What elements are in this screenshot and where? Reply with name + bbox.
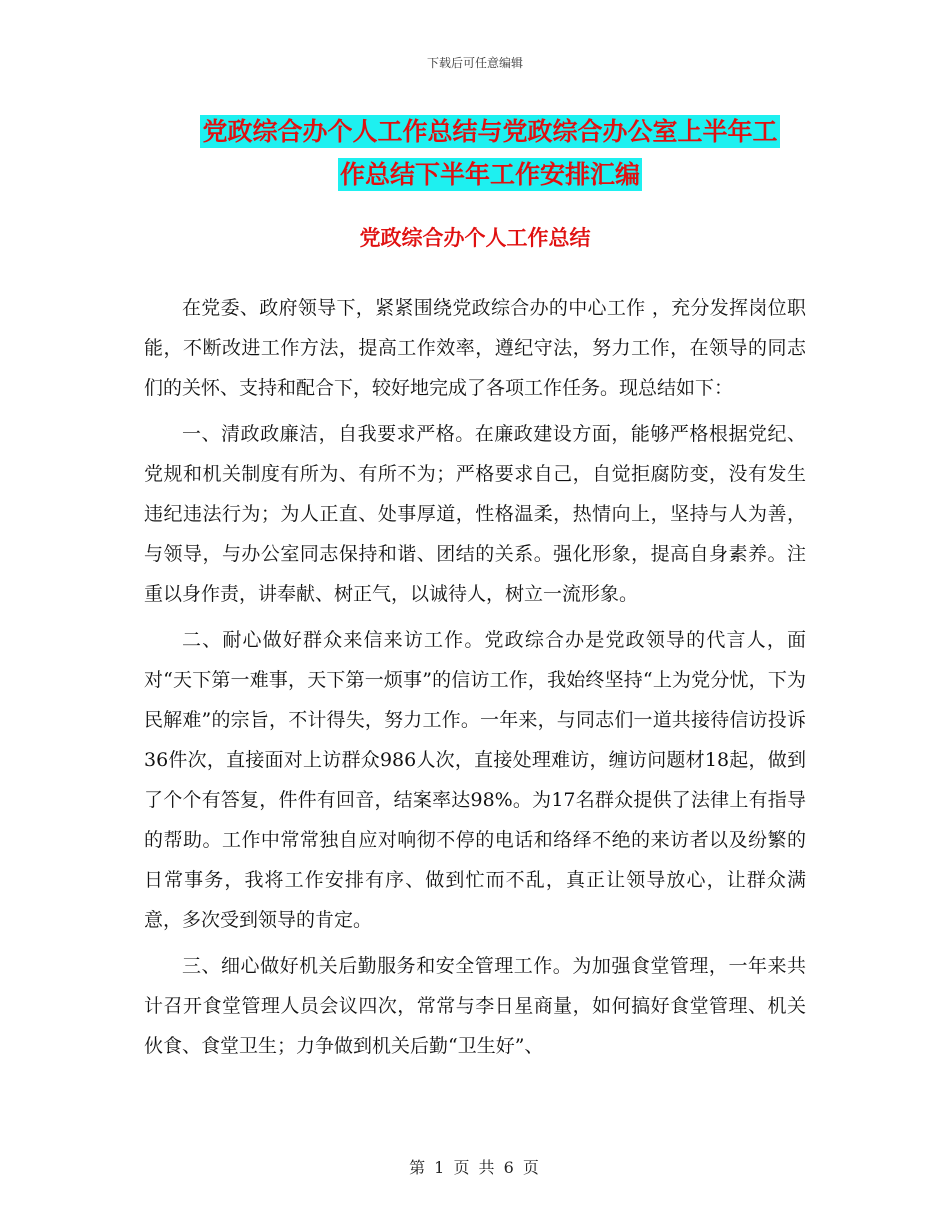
section-title: 党政综合办个人工作总结 — [359, 226, 591, 250]
paragraph-point-2: 二、耐心做好群众来信来访工作。党政综合办是党政领导的代言人，面对“天下第一难事，天下第一烦事”的信访工作，我始终坚持“上为党分忧，下为民解难”的宗旨，不计得失，努力工作。一年来，与同志们一道共接待信访投诉36件次，直接面对上访群众986人次，直接处理难访，缠访问题材18起，做到了个个有答复，件件有回音，结案率达98%。为17名群众提供了法律上有指导的帮助。工作中常常独自应对响彻不停的电话和络绎不绝的来访者以及纷繁的日常事务，我将工作安排有序、做到忙而不乱，真正让领导放心，让群众满意，多次受到领导的肯定。 — [144, 629, 806, 931]
paragraph-intro: 在党委、政府领导下，紧紧围绕党政综合办的中心工作 ，充分发挥岗位职能，不断改进工作方法，提高工作效率，遵纪守法，努力工作，在领导的同志们的关怀、支持和配合下，较好地完成了各项工作任务。现总结如下： — [144, 297, 806, 399]
page-footer: 第 1 页 共 6 页 — [409, 1158, 541, 1177]
header-note: 下载后可任意编辑 — [426, 56, 523, 70]
document-title-line1: 党政综合办个人工作总结与党政综合办公室上半年工 — [202, 117, 778, 146]
paragraph-point-1: 一、清政政廉洁，自我要求严格。在廉政建设方面，能够严格根据党纪、党规和机关制度有所为、有所不为；严格要求自己，自觉拒腐防变，没有发生违纪违法行为；为人正直、处事厚道，性格温柔，热情向上，坚持与人为善，与领导，与办公室同志保持和谐、团结的关系。强化形象，提高自身素养。注重以身作责，讲奉献、树正气，以诚待人，树立一流形象。 — [144, 423, 806, 605]
document-title — [150, 110, 830, 196]
paragraph-point-3: 三、细心做好机关后勤服务和安全管理工作。为加强食堂管理，一年来共计召开食堂管理人员会议四次，常常与李日星商量，如何搞好食堂管理、机关伙食、食堂卫生；力争做到机关后勤“卫生好”、 — [144, 955, 806, 1057]
document-title-line2: 作总结下半年工作安排汇编 — [339, 160, 640, 189]
body-text — [144, 288, 806, 1072]
